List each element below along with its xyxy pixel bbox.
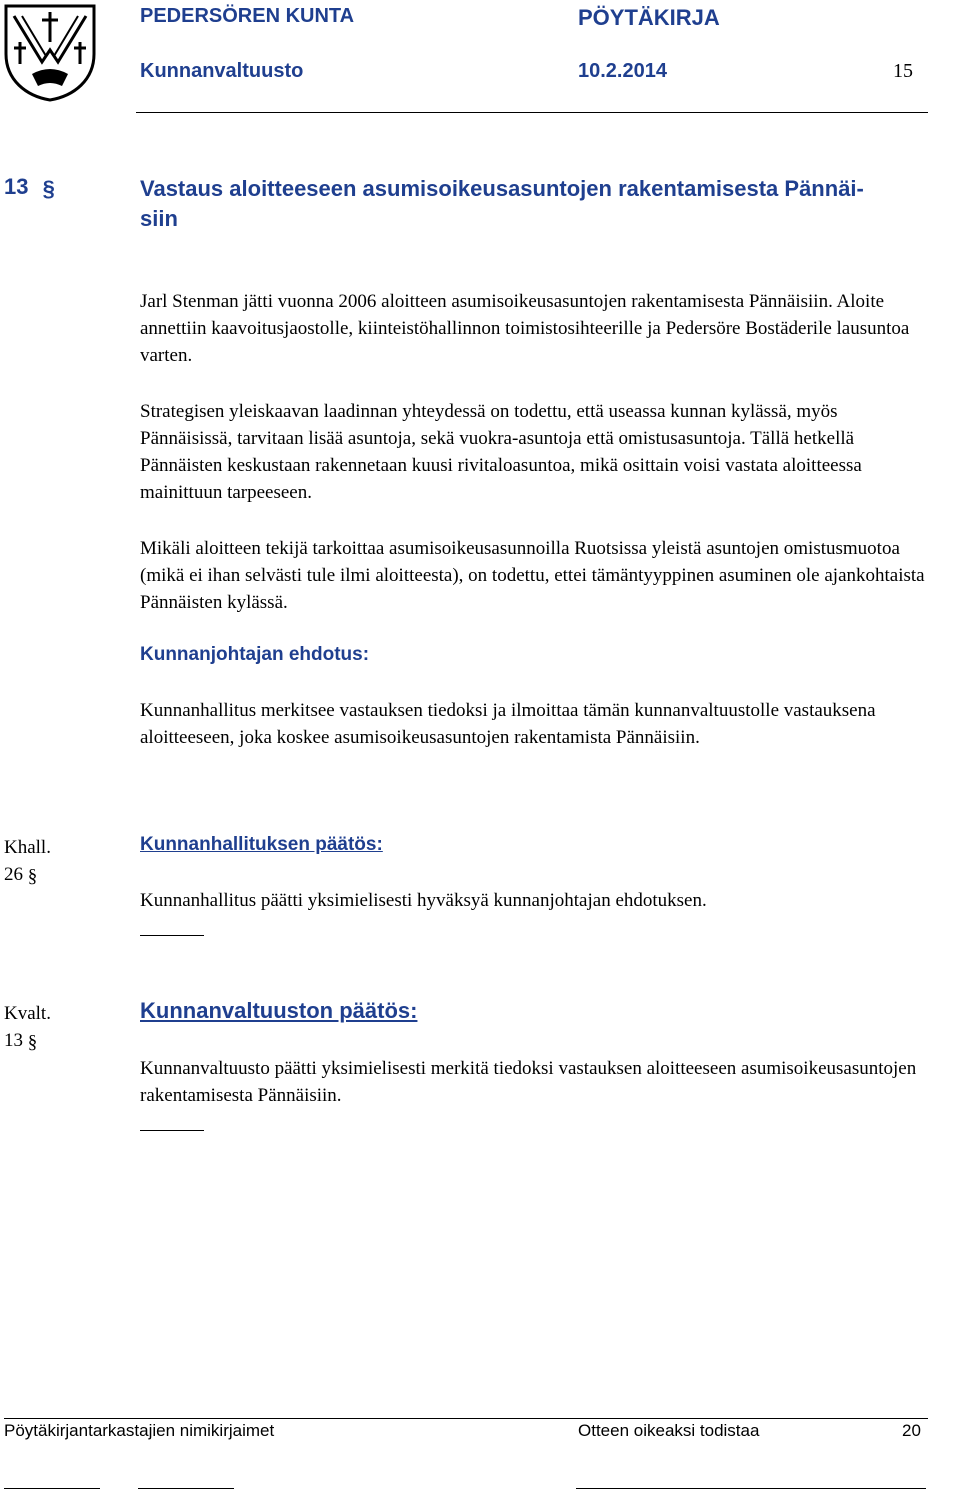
- board-decision-text: Kunnanhallitus päätti yksimielisesti hyväksyä kunnanjohtajan ehdotuksen.: [140, 890, 707, 911]
- footer-certified-label: Otteen oikeaksi todistaa: [578, 1421, 760, 1440]
- council-decision-section: [4, 1027, 51, 1054]
- board-decision-label: [4, 834, 51, 888]
- council-decision-number: 13: [4, 1030, 23, 1051]
- board-decision-end-line: [140, 935, 204, 936]
- document-type: PÖYTÄKIRJA: [578, 5, 720, 30]
- section-number-value: 13: [4, 174, 29, 199]
- council-decision-sign-icon: §: [27, 1032, 38, 1053]
- board-decision-number: 26: [4, 864, 23, 885]
- council-decision-body: Kvalt.: [4, 1003, 51, 1024]
- proposal-heading: Kunnanjohtajan ehdotus:: [140, 644, 370, 665]
- board-decision-sign-icon: §: [27, 866, 38, 887]
- paragraph-3: Mikäli aloitteen tekijä tarkoittaa asumisoikeusasunnoilla Ruotsissa yleistä asuntojen omistusmuotoa (mikä ei ihan selvästi tule ilmi aloitteesta), on todettu, ettei tämäntyyppinen asuminen ole ajankohtaista Pännäisten kylässä.: [140, 538, 925, 613]
- section-number: [4, 174, 55, 200]
- board-decision-heading: Kunnanhallituksen päätös:: [140, 834, 383, 855]
- footer-page-number: 20: [902, 1421, 921, 1440]
- section-title-line-2: siin: [140, 206, 178, 231]
- council-decision-end-line: [140, 1130, 204, 1131]
- footer-signatures-label: Pöytäkirjantarkastajien nimikirjaimet: [4, 1421, 275, 1440]
- paragraph-1: Jarl Stenman jätti vuonna 2006 aloitteen asumisoikeusasuntojen rakentamisesta Pännäisiin. Aloite annettiin kaavoitusjaostolle, kiinteistöhallinnon toimistosihteerille ja Pedersöre Bostäderile lausuntoa varten.: [140, 291, 910, 366]
- council-decision-text: Kunnanvaltuusto päätti yksimielisesti merkitä tiedoksi vastauksen aloitteeseen asumisoikeusasuntojen rakentamisesta Pännäisiin.: [140, 1058, 917, 1106]
- section-title: [140, 174, 940, 234]
- page-number: 15: [893, 60, 913, 82]
- council-decision-label: [4, 1000, 51, 1054]
- paragraph-2: Strategisen yleiskaavan laadinnan yhteydessä on todettu, että useassa kunnan kylässä, myös Pännäisissä, tarvitaan lisää asuntoja, sekä vuokra-asuntoja että omistusasuntoja. Tällä hetkellä Pännäisten keskustaan rakennetaan kuusi rivitaloasuntoa, mikä osittain voisi vastata aloitteessa mainittuun tarpeeseen.: [140, 401, 862, 503]
- section-title-line-1: Vastaus aloitteeseen asumisoikeusasuntojen rakentamisesta Pännäi-: [140, 176, 864, 201]
- certification-signature-line[interactable]: [576, 1488, 926, 1489]
- meeting-date: 10.2.2014: [578, 60, 667, 82]
- footer-divider: [4, 1418, 928, 1419]
- section-sign-icon: §: [42, 176, 55, 201]
- signature-line-2[interactable]: [138, 1488, 234, 1489]
- signature-line-1[interactable]: [4, 1488, 100, 1489]
- meeting-body: Kunnanvaltuusto: [140, 60, 304, 82]
- municipality-coat-of-arms-logo: [2, 2, 98, 102]
- council-decision-heading: Kunnanvaltuuston päätös:: [140, 998, 418, 1023]
- board-decision-body: Khall.: [4, 837, 51, 858]
- proposal-text: Kunnanhallitus merkitsee vastauksen tiedoksi ja ilmoittaa tämän kunnanvaltuustolle vastauksena aloitteeseen, joka koskee asumisoikeusasuntojen rakentamista Pännäisiin.: [140, 700, 876, 748]
- board-decision-section: [4, 861, 51, 888]
- organization-name: PEDERSÖREN KUNTA: [140, 5, 355, 27]
- header-divider: [136, 112, 928, 113]
